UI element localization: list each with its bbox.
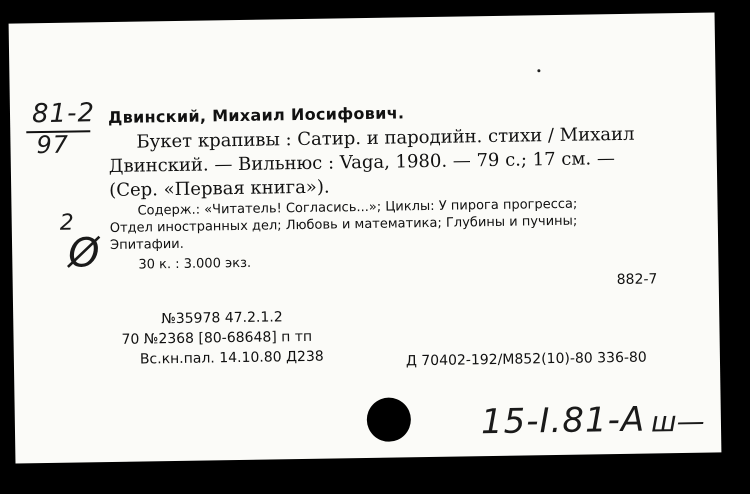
- record-line: Вс.кн.пал. 14.10.80 Д238: [139, 348, 324, 368]
- publisher-code: Д 70402-192/М852(10)-80 336-80: [405, 349, 647, 370]
- call-number-bottom: 97: [36, 130, 70, 160]
- contents-line: Эпитафии.: [109, 236, 184, 254]
- price-print-run: 30 к. : 3.000 экз.: [138, 255, 252, 273]
- contents-line: Отдел иностранных дел; Любовь и математика; Глубины и пучины;: [109, 213, 578, 237]
- handwritten-date: 15-I.81-А: [480, 399, 646, 443]
- classification-code: 882-7: [616, 271, 658, 289]
- author-heading: Двинский, Михаил Иосифович.: [107, 103, 405, 128]
- title-line: (Сер. «Первая книга»).: [109, 176, 330, 202]
- record-line: №35978 47.2.1.2: [161, 309, 283, 328]
- record-line: 70 №2368 [80-68648] п тп: [121, 328, 313, 348]
- card-punch-hole: [367, 397, 412, 442]
- call-number-top: 81-2: [31, 98, 96, 130]
- contents-line: Содерж.: «Читатель! Согласись...»; Циклы: У пирога прогресса;: [137, 196, 578, 219]
- speck: [537, 69, 540, 72]
- title-line: Букет крапивы : Сатир. и пародийн. стихи / Михаил: [136, 123, 635, 153]
- handwritten-signature: ш—: [650, 404, 705, 439]
- title-line: Двинский. — Вильнюс : Vaga, 1980. — 79 с.; 17 см. —: [108, 148, 616, 178]
- margin-mark: Ø: [67, 230, 101, 277]
- catalog-card: [9, 12, 722, 463]
- margin-mark: 2: [59, 210, 74, 236]
